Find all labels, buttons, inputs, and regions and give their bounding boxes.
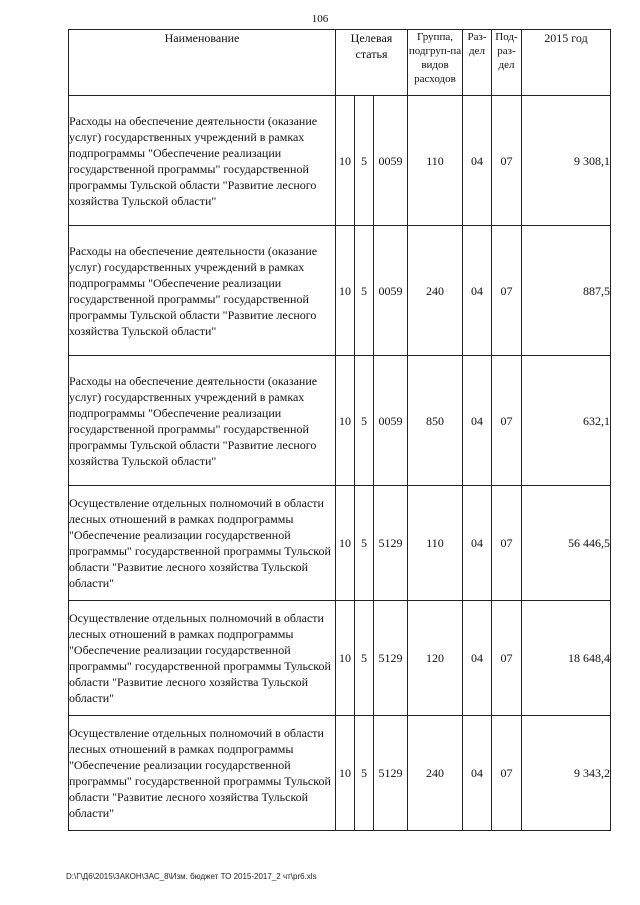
target-article-part2: 5 (355, 601, 374, 716)
table-row (69, 226, 611, 356)
budget-table (68, 29, 611, 831)
subsection-cell: 07 (492, 601, 522, 716)
header-expense-group: Группа, подгруп-па видов расходов (408, 30, 463, 96)
row-name-cell: Расходы на обеспечение деятельности (оказание услуг) государственных учреждений в рамках подпрограммы "Обеспечение реализации государственной программы" государственной программы Тульской области "Развитие лесного хозяйства Тульской области" (69, 356, 336, 486)
amount-cell: 887,5 (522, 226, 611, 356)
section-cell: 04 (463, 96, 492, 226)
table-row (69, 601, 611, 716)
expense-group-cell: 110 (408, 486, 463, 601)
header-section: Раз-дел (463, 30, 492, 96)
row-name-cell: Расходы на обеспечение деятельности (оказание услуг) государственных учреждений в рамках подпрограммы "Обеспечение реализации государственной программы" государственной программы Тульской области "Развитие лесного хозяйства Тульской области" (69, 226, 336, 356)
amount-cell: 56 446,5 (522, 486, 611, 601)
target-article-part2: 5 (355, 356, 374, 486)
amount-cell: 18 648,4 (522, 601, 611, 716)
table-row (69, 716, 611, 831)
target-article-part3: 0059 (374, 96, 408, 226)
subsection-cell: 07 (492, 356, 522, 486)
section-cell: 04 (463, 226, 492, 356)
header-target-article: Целевая статья (336, 30, 408, 96)
expense-group-cell: 120 (408, 601, 463, 716)
section-cell: 04 (463, 601, 492, 716)
section-cell: 04 (463, 356, 492, 486)
row-name-cell: Осуществление отдельных полномочий в области лесных отношений в рамках подпрограммы "Обеспечение реализации государственной программы" государственной программы Тульской области "Развитие лесного хозяйства Тульской области" (69, 486, 336, 601)
section-cell: 04 (463, 486, 492, 601)
header-year: 2015 год (522, 30, 611, 96)
page-number: 106 (311, 13, 329, 25)
target-article-part2: 5 (355, 96, 374, 226)
row-name-cell: Расходы на обеспечение деятельности (оказание услуг) государственных учреждений в рамках подпрограммы "Обеспечение реализации государственной программы" государственной программы Тульской области "Развитие лесного хозяйства Тульской области" (69, 96, 336, 226)
expense-group-cell: 110 (408, 96, 463, 226)
target-article-part1: 10 (336, 601, 355, 716)
table-row (69, 356, 611, 486)
expense-group-cell: 240 (408, 716, 463, 831)
target-article-part1: 10 (336, 716, 355, 831)
amount-cell: 9 308,1 (522, 96, 611, 226)
subsection-cell: 07 (492, 96, 522, 226)
amount-cell: 632,1 (522, 356, 611, 486)
expense-group-cell: 240 (408, 226, 463, 356)
target-article-part3: 5129 (374, 716, 408, 831)
target-article-part1: 10 (336, 96, 355, 226)
header-name: Наименование (69, 30, 336, 96)
target-article-part3: 5129 (374, 486, 408, 601)
target-article-part3: 5129 (374, 601, 408, 716)
row-name-cell: Осуществление отдельных полномочий в области лесных отношений в рамках подпрограммы "Обеспечение реализации государственной программы" государственной программы Тульской области "Развитие лесного хозяйства Тульской области" (69, 716, 336, 831)
row-name-cell: Осуществление отдельных полномочий в области лесных отношений в рамках подпрограммы "Обеспечение реализации государственной программы" государственной программы Тульской области "Развитие лесного хозяйства Тульской области" (69, 601, 336, 716)
table-row (69, 96, 611, 226)
target-article-part2: 5 (355, 716, 374, 831)
header-subsection: Под-раз-дел (492, 30, 522, 96)
target-article-part2: 5 (355, 226, 374, 356)
subsection-cell: 07 (492, 716, 522, 831)
table-row (69, 486, 611, 601)
target-article-part3: 0059 (374, 226, 408, 356)
target-article-part1: 10 (336, 356, 355, 486)
amount-cell: 9 343,2 (522, 716, 611, 831)
target-article-part3: 0059 (374, 356, 408, 486)
target-article-part2: 5 (355, 486, 374, 601)
subsection-cell: 07 (492, 226, 522, 356)
section-cell: 04 (463, 716, 492, 831)
target-article-part1: 10 (336, 226, 355, 356)
subsection-cell: 07 (492, 486, 522, 601)
target-article-part1: 10 (336, 486, 355, 601)
expense-group-cell: 850 (408, 356, 463, 486)
footer-file-path: D:\Г\Д6\2015\ЗАКОН\ЗАС_8\Изм. бюджет ТО 2015-2017_2 чт\pr6.xls (66, 872, 317, 881)
